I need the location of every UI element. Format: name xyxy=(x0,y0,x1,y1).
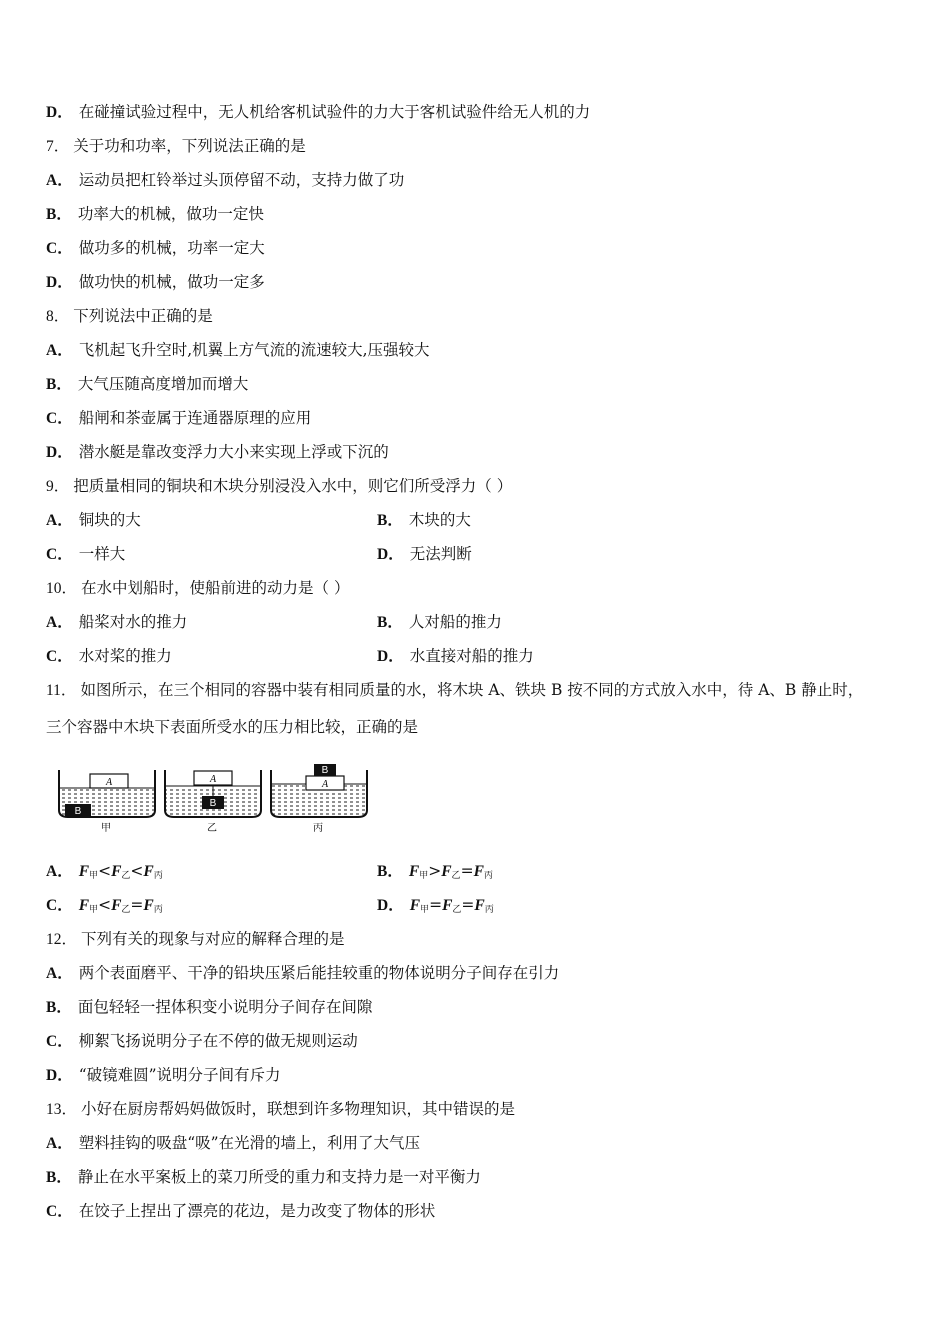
svg-text:A: A xyxy=(321,779,329,790)
q12-option-a: A． 两个表面磨平、干净的铅块压紧后能挂较重的物体说明分子间存在引力 xyxy=(46,964,560,982)
container-bing xyxy=(271,764,367,834)
q7-option-b: B． 功率大的机械，做功一定快 xyxy=(46,205,264,223)
q10-option-d: D． 水直接对船的推力 xyxy=(377,647,534,665)
svg-text:B: B xyxy=(74,806,82,817)
q9-option-d: D． 无法判断 xyxy=(377,545,472,563)
q10-option-a: A． 船桨对水的推力 xyxy=(46,613,188,631)
q8-option-c: C． 船闸和茶壶属于连通器原理的应用 xyxy=(46,409,312,427)
container-jia xyxy=(59,770,155,834)
q7-option-d: D． 做功快的机械，做功一定多 xyxy=(46,273,265,291)
svg-text:A: A xyxy=(105,777,113,788)
svg-text:乙: 乙 xyxy=(207,823,217,834)
q13-stem: 13． 小好在厨房帮妈妈做饭时，联想到许多物理知识，其中错误的是 xyxy=(46,1100,516,1118)
q6-option-d: D． 在碰撞试验过程中，无人机给客机试验件的力大于客机试验件给无人机的力 xyxy=(46,103,591,121)
q7-stem: 7． 关于功和功率，下列说法正确的是 xyxy=(46,137,306,155)
q13-option-c: C． 在饺子上捏出了漂亮的花边，是力改变了物体的形状 xyxy=(46,1202,436,1220)
svg-text:B: B xyxy=(209,798,217,809)
q11-option-d: D． $F_甲=F_乙=F_丙$ xyxy=(377,896,494,915)
q13-option-a: A． 塑料挂钩的吸盘“吸”在光滑的墙上，利用了大气压 xyxy=(46,1134,421,1152)
q8-option-b: B． 大气压随高度增加而增大 xyxy=(46,375,249,393)
q10-stem: 10． 在水中划船时，使船前进的动力是（ ） xyxy=(46,579,350,597)
q12-option-d: D． “破镜难圆”说明分子间有斥力 xyxy=(46,1066,281,1084)
q8-option-d: D． 潜水艇是靠改变浮力大小来实现上浮或下沉的 xyxy=(46,443,389,461)
q9-option-c: C． 一样大 xyxy=(46,545,126,563)
svg-text:丙: 丙 xyxy=(313,823,323,834)
q12-stem: 12． 下列有关的现象与对应的解释合理的是 xyxy=(46,930,345,948)
three-containers-figure xyxy=(56,760,368,834)
q8-stem: 8． 下列说法中正确的是 xyxy=(46,307,213,325)
q7-option-c: C． 做功多的机械，功率一定大 xyxy=(46,239,265,257)
q11-stem-line1: 11． 如图所示，在三个相同的容器中装有相同质量的水，将木块 A、铁块 B 按不同的方式放入水中，待 A、B 静止时， xyxy=(46,681,864,699)
q10-option-b: B． 人对船的推力 xyxy=(377,613,502,631)
svg-text:甲: 甲 xyxy=(101,823,111,834)
q10-option-c: C． 水对桨的推力 xyxy=(46,647,172,665)
q11-stem-line2: 三个容器中木块下表面所受水的压力相比较，正确的是 xyxy=(46,718,419,736)
q13-option-b: B． 静止在水平案板上的菜刀所受的重力和支持力是一对平衡力 xyxy=(46,1168,481,1186)
svg-text:A: A xyxy=(209,774,217,785)
q9-stem: 9． 把质量相同的铜块和木块分别浸没入水中，则它们所受浮力（ ） xyxy=(46,477,513,495)
q9-option-a: A． 铜块的大 xyxy=(46,511,141,529)
q11-option-c: C． $F_甲<F_乙=F_丙$ xyxy=(46,896,163,915)
svg-text:B: B xyxy=(321,765,329,776)
q11-option-a: A． $F_甲<F_乙<F_丙$ xyxy=(46,862,163,881)
q8-option-a: A． 飞机起飞升空时,机翼上方气流的流速较大,压强较大 xyxy=(46,341,430,359)
q12-option-c: C． 柳絮飞扬说明分子在不停的做无规则运动 xyxy=(46,1032,358,1050)
q12-option-b: B． 面包轻轻一捏体积变小说明分子间存在间隙 xyxy=(46,998,373,1016)
container-yi xyxy=(165,770,261,834)
q11-option-b: B． $F_甲>F_乙=F_丙$ xyxy=(377,862,493,881)
q7-option-a: A． 运动员把杠铃举过头顶停留不动，支持力做了功 xyxy=(46,171,405,189)
q9-option-b: B． 木块的大 xyxy=(377,511,471,529)
